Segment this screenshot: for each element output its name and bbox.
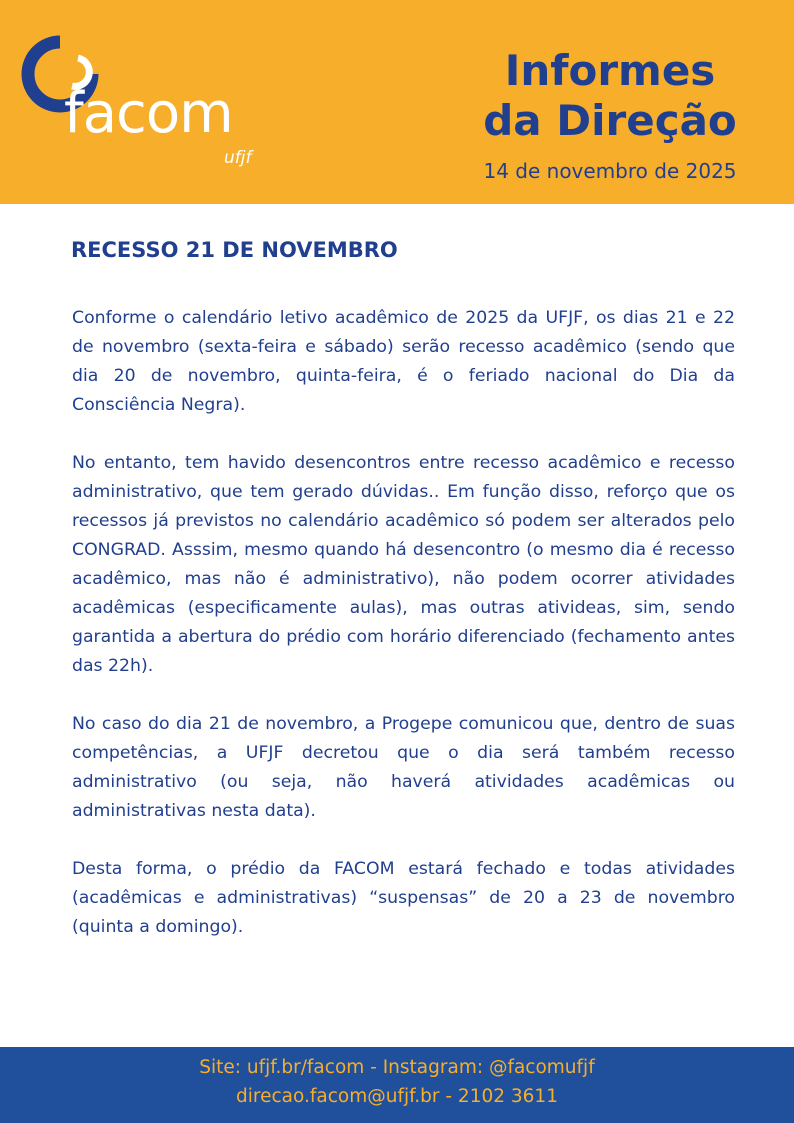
footer-email-phone: direcao.facom@ufjf.br - 2102 3611 <box>236 1086 558 1107</box>
title-line-2: da Direção <box>483 96 737 145</box>
footer-links: Site: ufjf.br/facom - Instagram: @facomufjf <box>199 1057 595 1078</box>
paragraph-1: Conforme o calendário letivo acadêmico de 2025 da UFJF, os dias 21 e 22 de novembro (sexta-feira e sábado) serão recesso acadêmico (sendo que dia 20 de novembro, quinta-feira, é o feriado nacional do Dia da Consciência Negra). <box>72 308 735 415</box>
logo-subtext: ufjf <box>224 148 252 168</box>
page-title <box>440 46 780 146</box>
logo-wordmark: facom <box>64 81 233 146</box>
issue-date: 14 de novembro de 2025 <box>483 159 737 183</box>
paragraph-4: Desta forma, o prédio da FACOM estará fechado e todas atividades (acadêmicas e administrativas) “suspensas” de 20 a 23 de novembro (quinta a domingo). <box>72 859 735 937</box>
notice-body <box>72 304 735 971</box>
paragraph-2: No entanto, tem havido desencontros entre recesso acadêmico e recesso administrativo, que tem gerado dúvidas.. Em função disso, reforço que os recessos já previstos no calendário acadêmico só podem ser alterados pelo CONGRAD. Asssim, mesmo quando há desencontro (o mesmo dia é recesso acadêmico, mas não é administrativo), não podem ocorrer atividades acadêmicas (especificamente aulas), mas outras ativideas, sim, sendo garantida a abertura do prédio com horário diferenciado (fechamento antes das 22h). <box>72 453 735 676</box>
title-line-1: Informes <box>504 46 716 95</box>
facom-logo <box>0 0 290 204</box>
paragraph-3: No caso do dia 21 de novembro, a Progepe comunicou que, dentro de suas competências, a UFJF decretou que o dia será também recesso administrativo (ou seja, não haverá atividades acadêmicas ou administrativas nesta data). <box>72 714 735 821</box>
header-banner <box>0 0 794 204</box>
section-heading: RECESSO 21 DE NOVEMBRO <box>71 238 398 262</box>
footer-contact <box>0 1047 794 1123</box>
